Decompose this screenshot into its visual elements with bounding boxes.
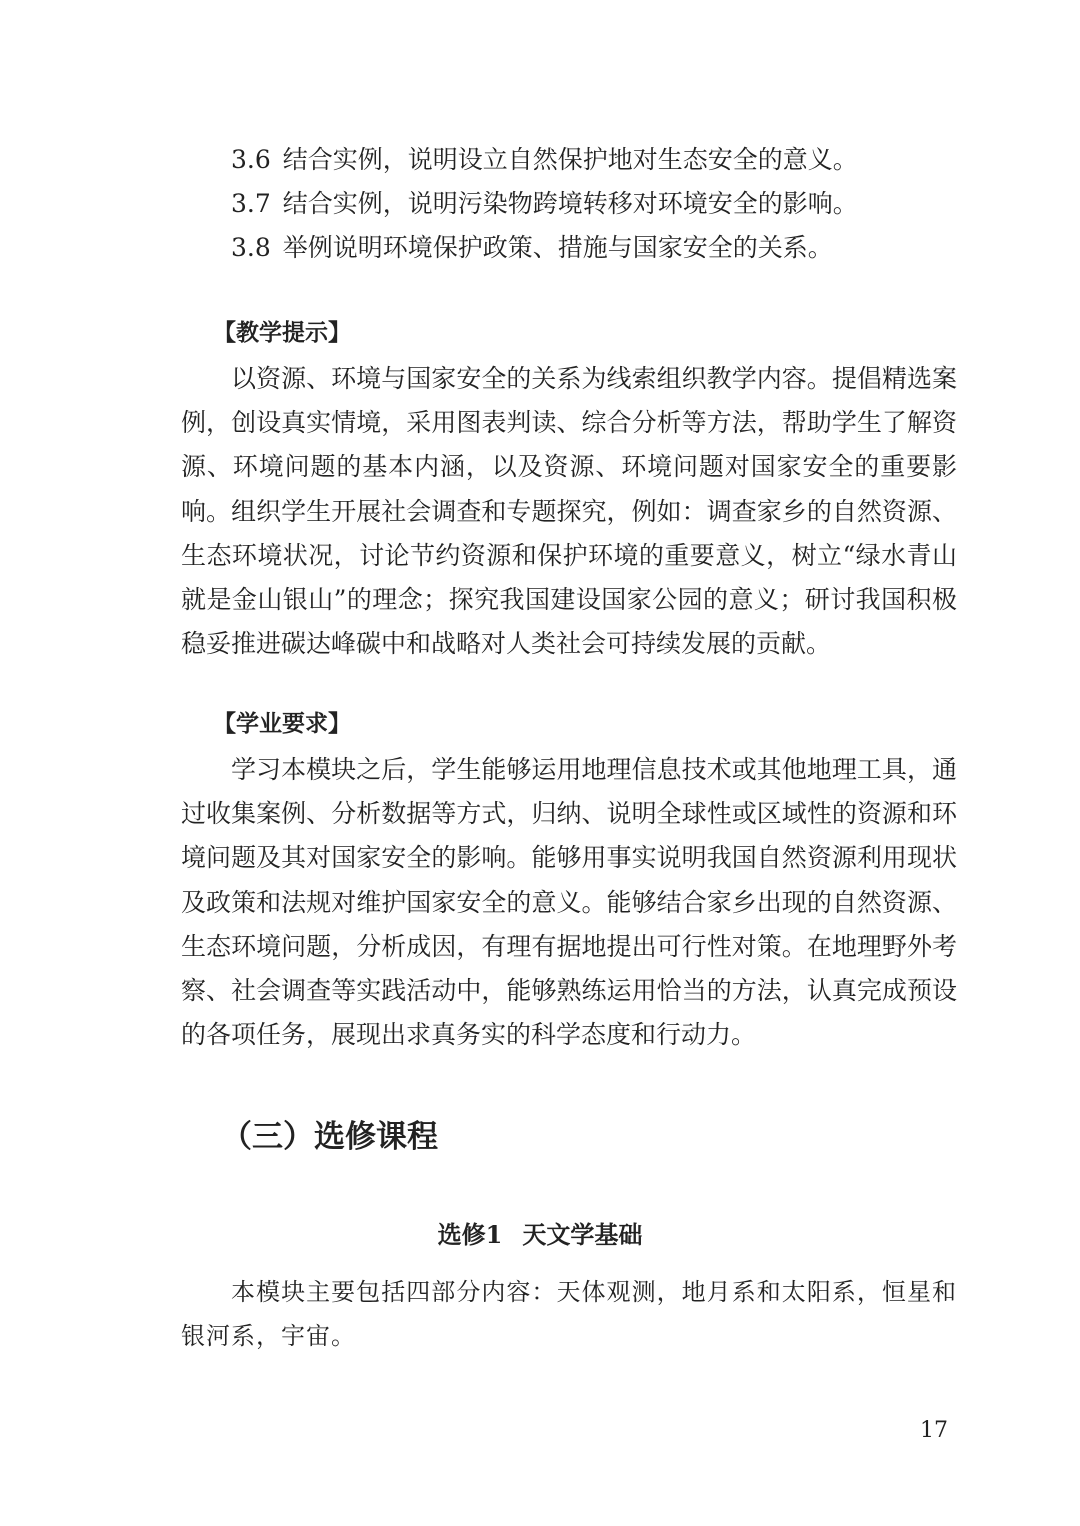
requirement-number: 3.7 [231,189,271,218]
teaching-tips-heading: 【教学提示】 [213,320,351,346]
requirement-number: 3.6 [231,145,271,174]
teaching-tips-paragraph: 以资源、环境与国家安全的关系为线索组织教学内容。提倡精选案例，创设真实情境，采用图表判读、综合分析等方法，帮助学生了解资源、环境问题的基本内涵，以及资源、环境问题对国家安全的重要影响。组织学生开展社会调查和专题探究，例如：调查家乡的自然资源、生态环境状况，讨论节约资源和保护环境的重要意义，树立“绿水青山就是金山银山”的理念；探究我国建设国家公园的意义；研讨我国积极稳妥推进碳达峰碳中和战略对人类社会可持续发展的贡献。 [181,364,957,659]
module-title [0,1219,1080,1251]
requirement-3-6 [231,145,858,175]
requirement-text: 举例说明环境保护政策、措施与国家安全的关系。 [282,233,833,262]
page-number: 17 [920,1418,948,1443]
module-name: 天文学基础 [522,1220,643,1249]
requirement-text: 结合实例，说明设立自然保护地对生态安全的意义。 [282,145,858,174]
academic-requirements-heading: 【学业要求】 [213,711,351,737]
elective-courses-heading: （三）选修课程 [221,1119,438,1155]
requirement-text: 结合实例，说明污染物跨境转移对环境安全的影响。 [282,189,858,218]
requirement-3-8 [231,233,833,263]
requirement-number: 3.8 [231,233,271,262]
module-intro-paragraph: 本模块主要包括四部分内容：天体观测，地月系和太阳系，恒星和银河系，宇宙。 [181,1278,957,1350]
module-label: 选修1 [437,1220,503,1249]
requirement-3-7 [231,189,858,219]
academic-requirements-paragraph: 学习本模块之后，学生能够运用地理信息技术或其他地理工具，通过收集案例、分析数据等方式，归纳、说明全球性或区域性的资源和环境问题及其对国家安全的影响。能够用事实说明我国自然资源利用现状及政策和法规对维护国家安全的意义。能够结合家乡出现的自然资源、生态环境问题，分析成因，有理有据地提出可行性对策。在地理野外考察、社会调查等实践活动中，能够熟练运用恰当的方法，认真完成预设的各项任务，展现出求真务实的科学态度和行动力。 [181,755,957,1050]
